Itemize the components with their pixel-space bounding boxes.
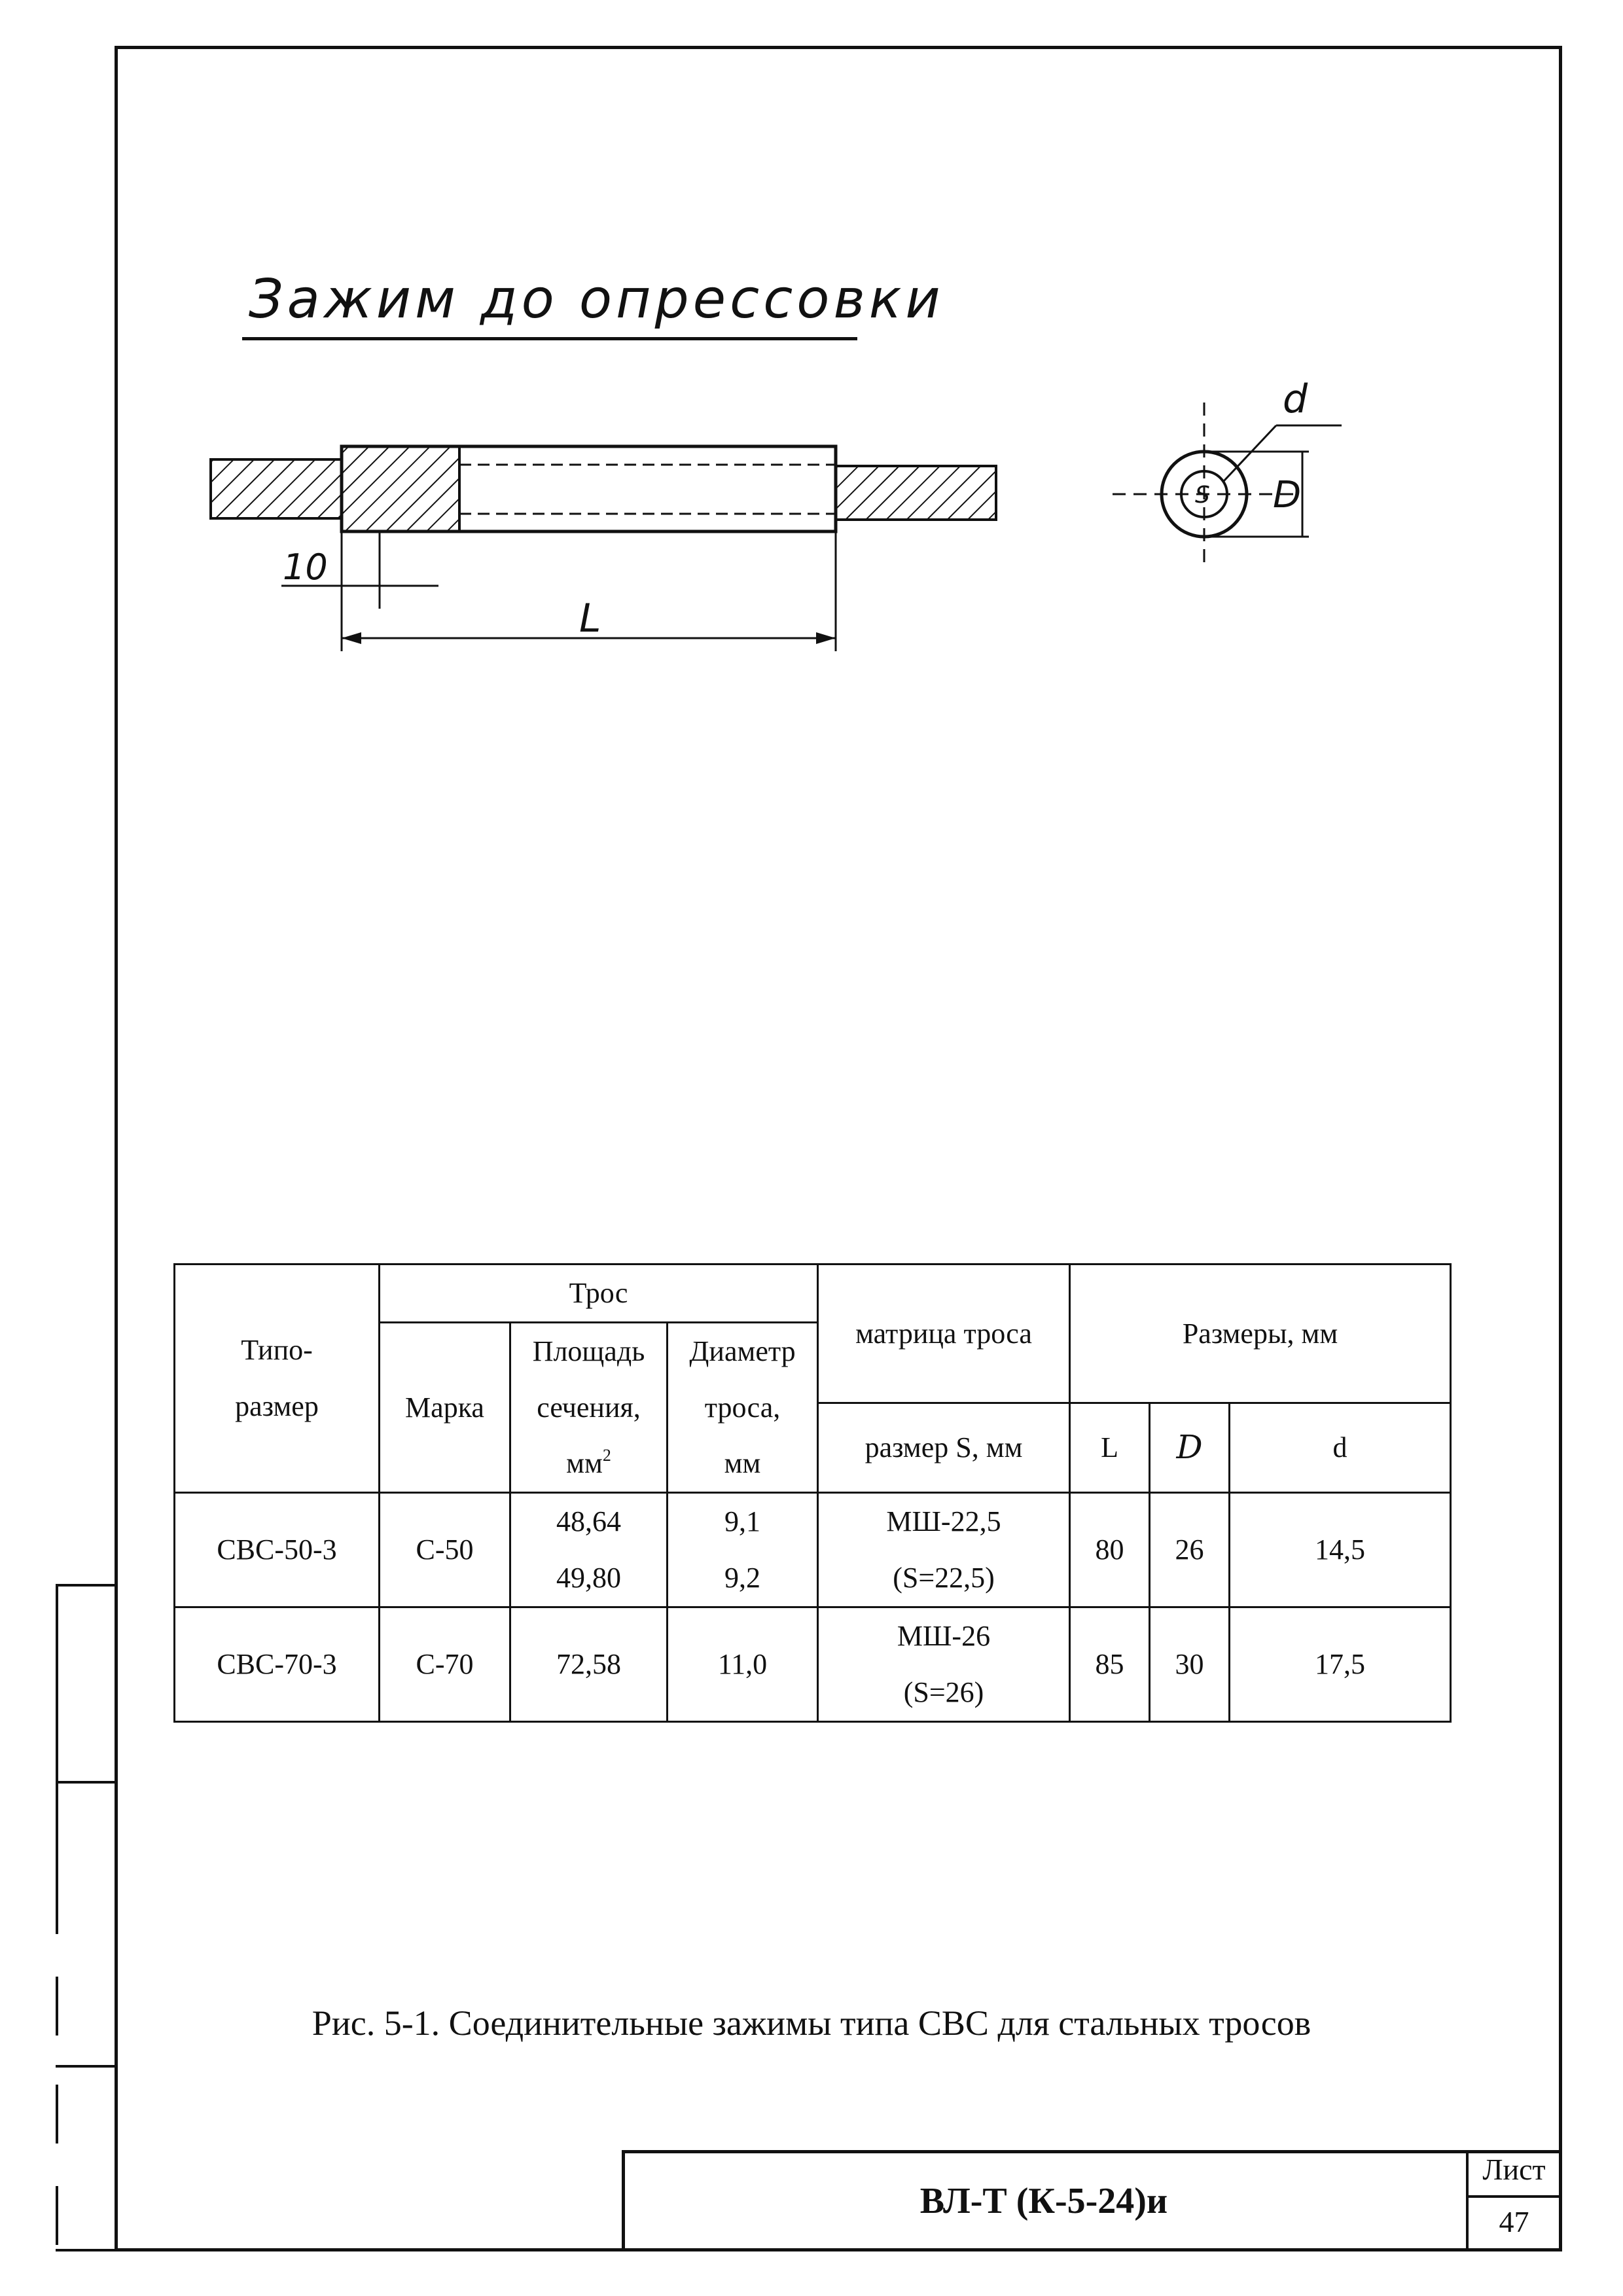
cell-d: 14,5 — [1230, 1493, 1451, 1607]
margin-box-lower — [56, 2065, 116, 2068]
header-typesize-line1: Типо- — [241, 1334, 313, 1367]
left-cable — [211, 459, 342, 518]
dimension-S-label: S — [1195, 482, 1210, 509]
table-row — [175, 1607, 1451, 1722]
header-matrix: матрица троса — [818, 1265, 1070, 1403]
header-L: L — [1070, 1403, 1150, 1492]
spec-table — [173, 1263, 1452, 1723]
cell-d: 17,5 — [1230, 1607, 1451, 1722]
dimension-10-label: 10 — [283, 547, 328, 588]
margin-line-1 — [56, 1784, 58, 1934]
cell-diameter: 11,0 — [668, 1607, 818, 1722]
figure-caption: Рис. 5-1. Соединительные зажимы типа СВС для стальных тросов — [312, 2003, 1311, 2043]
cross-section — [1113, 376, 1342, 563]
margin-line-4 — [56, 2186, 58, 2245]
dimension-d-label: d — [1283, 376, 1308, 422]
header-sizes-group: Размеры, мм — [1070, 1265, 1451, 1403]
cell-typesize: СВС-70-3 — [175, 1607, 380, 1722]
cell-area: 72,58 — [510, 1607, 668, 1722]
table-row — [175, 1493, 1451, 1607]
cell-matrix: МШ-26 (S=26) — [818, 1607, 1070, 1722]
margin-line-3 — [56, 2085, 58, 2144]
cell-D: 26 — [1150, 1493, 1230, 1607]
header-diameter-line1: Диаметр — [689, 1335, 796, 1367]
header-cable-group: Трос — [380, 1265, 818, 1323]
header-area-line2: сечения, — [537, 1391, 641, 1424]
dimension-D-label: D — [1273, 474, 1302, 516]
cell-area: 48,64 49,80 — [510, 1493, 668, 1607]
dimension-L — [342, 531, 836, 651]
header-D: D — [1150, 1403, 1230, 1492]
header-d: d — [1230, 1403, 1451, 1492]
header-typesize-line2: размер — [235, 1390, 319, 1423]
right-cable — [836, 466, 996, 520]
clamp-sleeve — [342, 446, 836, 531]
cell-matrix: МШ-22,5 (S=22,5) — [818, 1493, 1070, 1607]
header-area — [510, 1322, 668, 1492]
header-typesize — [175, 1265, 380, 1493]
drawing-title: Зажим до опрессовки — [249, 268, 944, 331]
cell-L: 85 — [1070, 1607, 1150, 1722]
header-diameter — [668, 1322, 818, 1492]
cell-brand: С-70 — [380, 1607, 510, 1722]
cell-D: 30 — [1150, 1607, 1230, 1722]
cell-brand: С-50 — [380, 1493, 510, 1607]
header-brand: Марка — [380, 1322, 510, 1492]
header-diameter-line3: мм — [724, 1447, 761, 1480]
margin-bottom-line — [56, 2249, 116, 2251]
cell-typesize: СВС-50-3 — [175, 1493, 380, 1607]
header-area-line1: Площадь — [532, 1335, 645, 1367]
document-code: ВЛ-Т (К-5-24)и — [919, 2180, 1168, 2221]
sheet-number: 47 — [1499, 2205, 1529, 2238]
cell-diameter: 9,1 9,2 — [668, 1493, 818, 1607]
sheet-label: Лист — [1466, 2152, 1562, 2198]
header-matrix-sub: размер S, мм — [818, 1403, 1070, 1492]
dimension-L-label: L — [579, 596, 601, 641]
header-diameter-line2: троса, — [704, 1391, 781, 1424]
clamp-drawing — [0, 0, 1623, 720]
margin-box-upper — [56, 1584, 116, 1784]
header-area-line3: $мм^2$ — [566, 1446, 611, 1480]
cell-L: 80 — [1070, 1493, 1150, 1607]
